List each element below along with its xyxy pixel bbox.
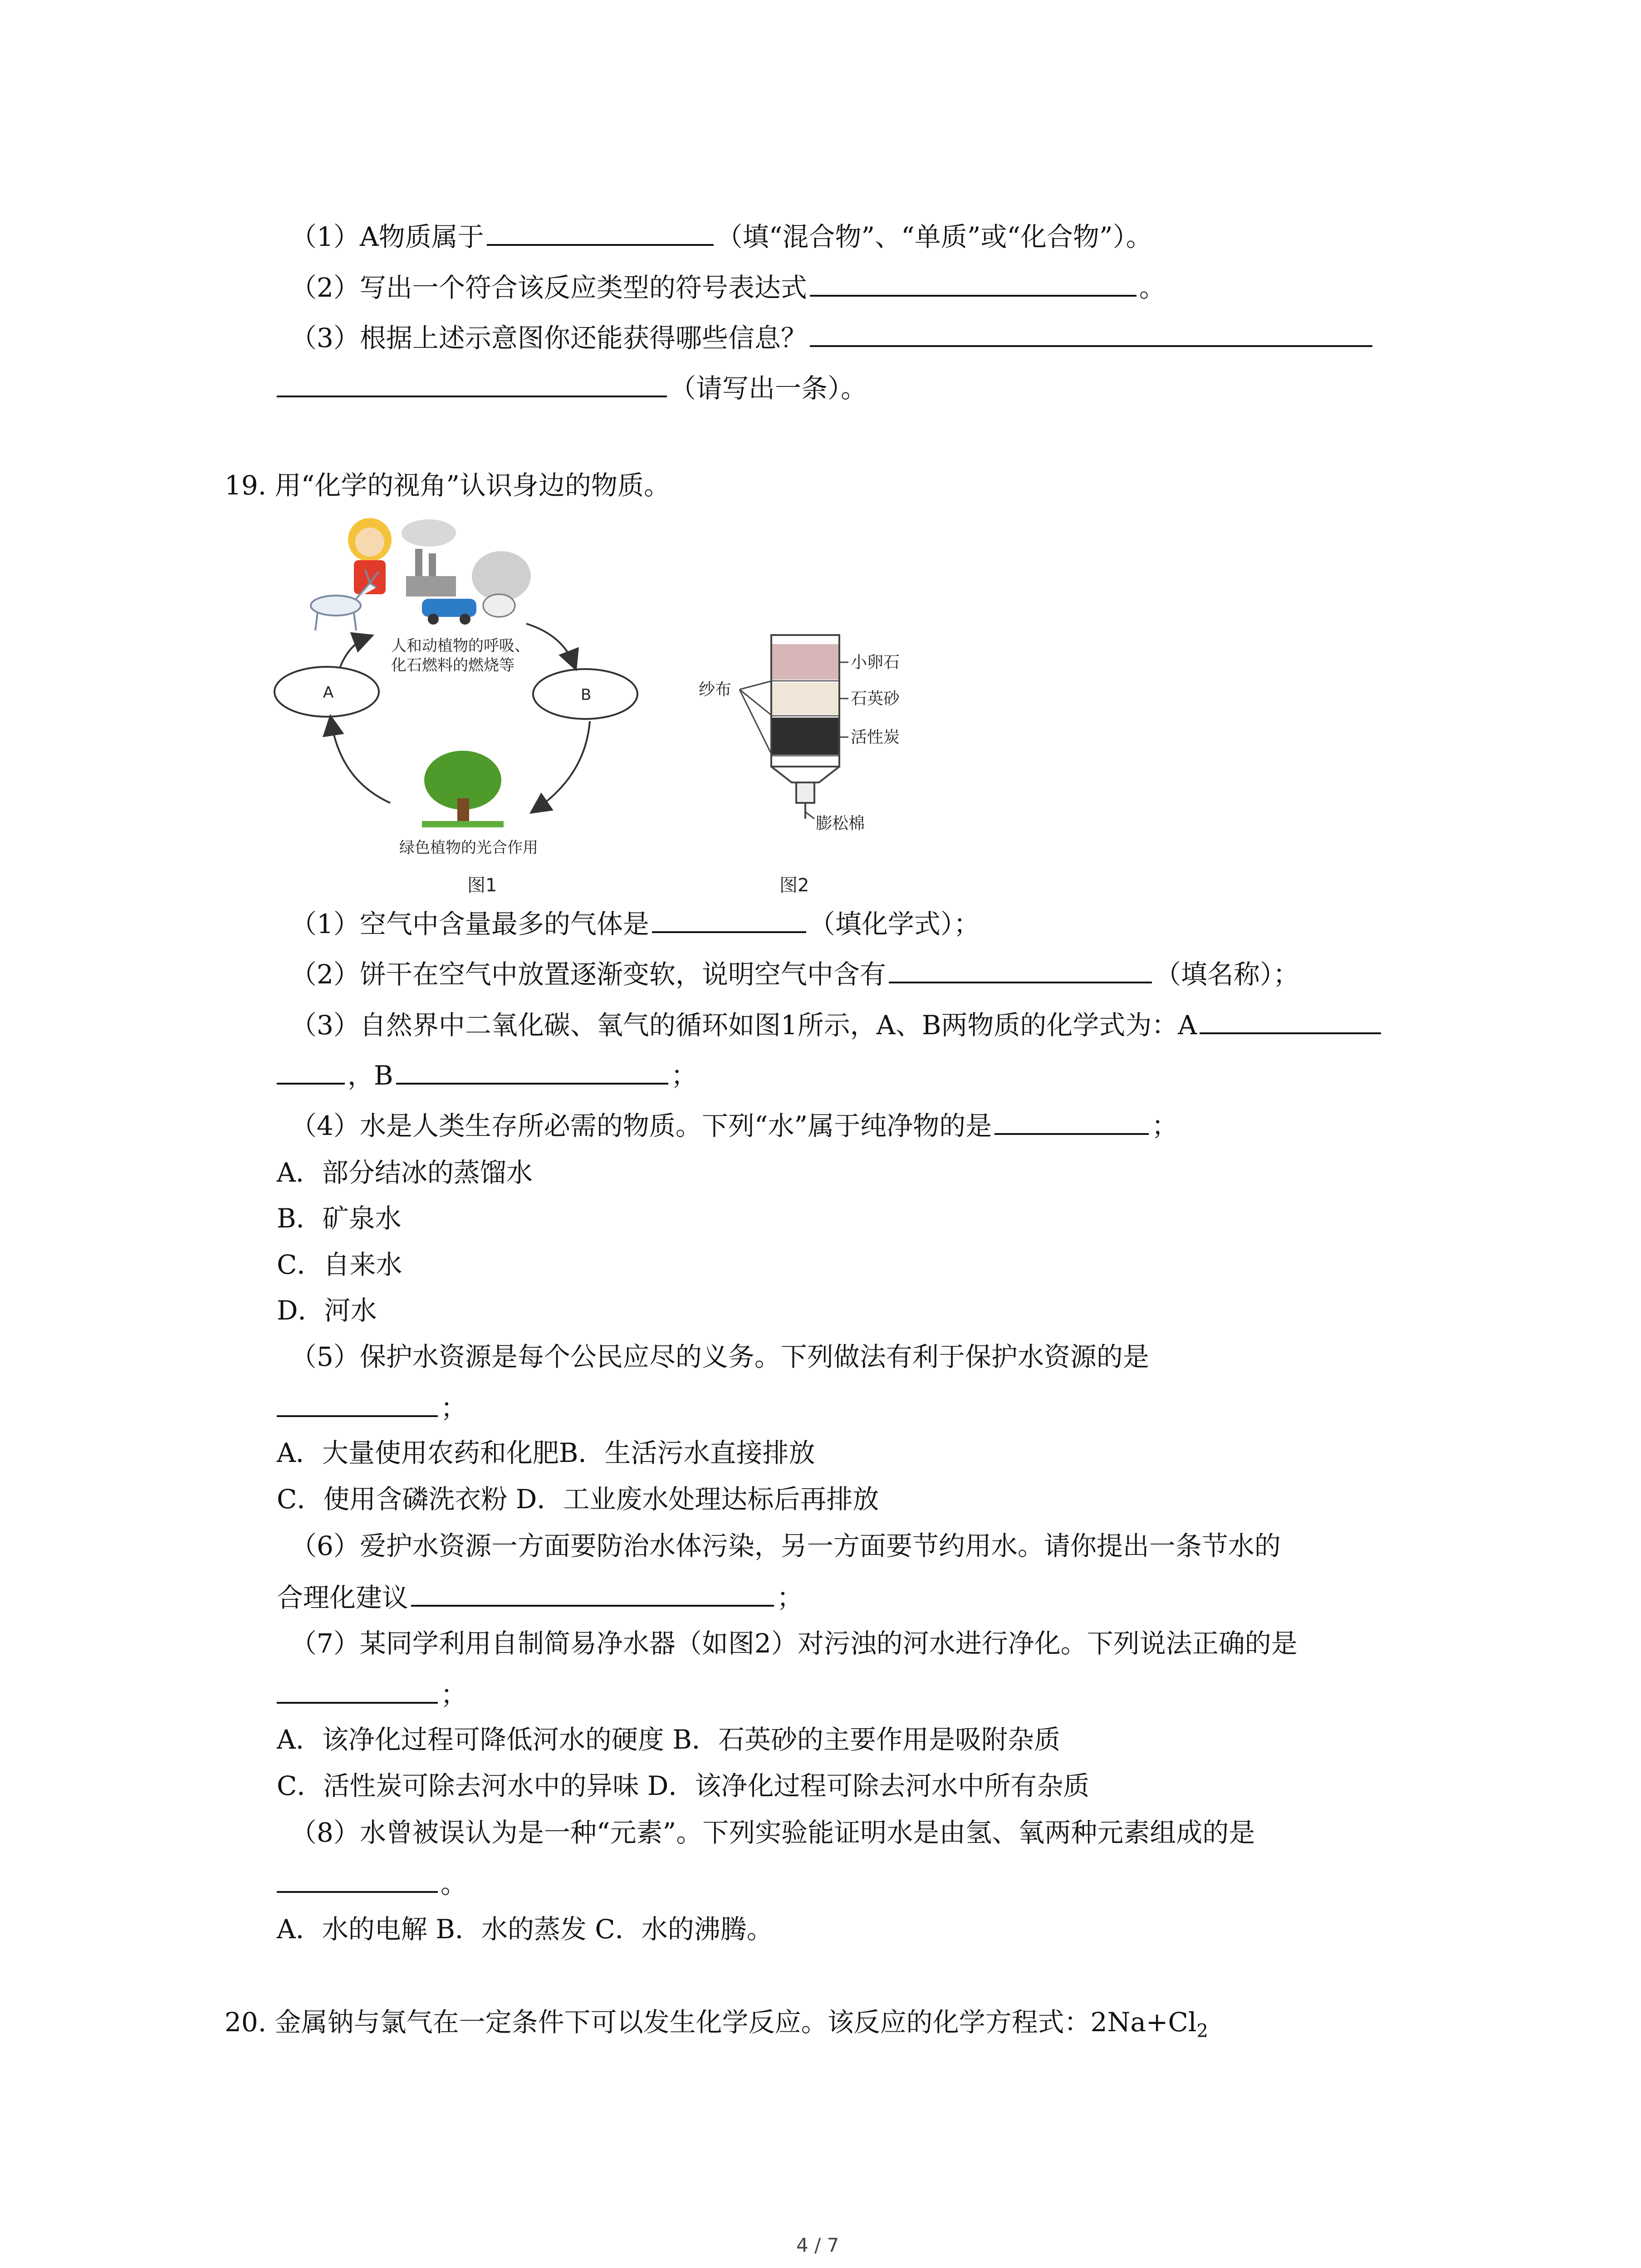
layer-cotton — [796, 782, 814, 803]
q19-p5: （5）保护水资源是每个公民应尽的义务。下列做法有利于保护水资源的是 — [290, 1341, 1149, 1372]
q19-p4-option-c: C．自来水 — [277, 1249, 402, 1280]
q19-p4 — [290, 1107, 1178, 1144]
q18-s3-text-post: （请写出一条）。 — [670, 373, 867, 404]
fig1-arrow-b-to-tree — [535, 721, 590, 810]
q18-s1-text: （1）A物质属于 — [290, 221, 484, 252]
fig1-arrow-a-to-top — [340, 637, 367, 667]
q19-p6-answer-line — [277, 1579, 803, 1616]
q19-p7: （7）某同学利用自制简易净水器（如图2）对污浊的河水进行净化。下列说法正确的是 — [290, 1628, 1298, 1659]
fig2-label-cotton: 膨松棉 — [816, 814, 865, 833]
figure-2-filter — [694, 626, 948, 835]
layer-sand — [772, 683, 838, 714]
q19-p3-text-mid: ，B — [348, 1060, 393, 1091]
q19-title: 19. 用“化学的视角”认识身边的物质。 — [225, 470, 670, 501]
q18-s2-blank[interactable] — [810, 269, 1136, 297]
fig2-label-gauze: 纱布 — [699, 680, 732, 699]
fig2-label-pebble: 小卵石 — [851, 653, 900, 672]
q19-p1-text: （1）空气中含量最多的气体是 — [290, 909, 649, 939]
q19-p4-text-post: ； — [1151, 1110, 1178, 1141]
q19-p4-option-a: A．部分结冰的蒸馏水 — [277, 1157, 533, 1188]
q19-p4-text: （4）水是人类生存所必需的物质。下列“水”属于纯净物的是 — [290, 1110, 992, 1141]
q19-p1 — [290, 905, 980, 942]
q19-p7-answer-line — [277, 1676, 467, 1713]
q19-p3-line-2 — [277, 1056, 697, 1094]
fig2-label-sand: 石英砂 — [851, 689, 900, 708]
q18-line-3 — [290, 319, 1375, 356]
q19-p3-line-1 — [290, 1006, 1384, 1043]
q19-p6-text: 合理化建议 — [277, 1582, 409, 1613]
q19-p6-blank[interactable] — [411, 1579, 774, 1607]
layer-carbon — [772, 718, 838, 755]
fig1-caption: 图1 — [467, 875, 497, 896]
deer-icon — [311, 569, 379, 631]
q18-s3-text: （3）根据上述示意图你还能获得哪些信息？ — [290, 323, 807, 353]
q18-s2-text-post: 。 — [1139, 272, 1166, 303]
q20-subscript: 2 — [1196, 2020, 1208, 2042]
q19-p5-options-ab: A．大量使用农药和化肥B．生活污水直接排放 — [277, 1437, 815, 1468]
q19-p1-text-post: （填化学式）； — [808, 909, 980, 939]
fig1-bottom-label: 绿色植物的光合作用 — [399, 839, 538, 857]
fig1-top-label-2: 化石燃料的燃烧等 — [391, 656, 514, 675]
q19-p4-option-d: D．河水 — [277, 1295, 377, 1326]
q19-p3-text: （3）自然界中二氧化碳、氧气的循环如图1所示，A、B两物质的化学式为：A — [290, 1010, 1197, 1041]
q19-p3-blank-b[interactable] — [396, 1056, 668, 1085]
q19-p8-text-post: 。 — [441, 1868, 467, 1899]
q19-p2-blank[interactable] — [889, 955, 1152, 983]
page-number: 4 / 7 — [796, 2234, 839, 2256]
q19-p2-text: （2）饼干在空气中放置逐渐变软，说明空气中含有 — [290, 959, 886, 990]
q18-s2-text: （2）写出一个符合该反应类型的符号表达式 — [290, 272, 807, 303]
q20-text — [225, 2004, 1208, 2049]
q19-p2 — [290, 955, 1299, 992]
q20-equation: 20. 金属钠与氯气在一定条件下可以发生化学反应。该反应的化学方程式：2Na+Cl — [225, 2007, 1197, 2038]
factory-icon — [402, 519, 456, 596]
q18-line-2 — [290, 269, 1166, 306]
figure-1-cycle — [272, 508, 644, 862]
q19-p4-blank[interactable] — [994, 1107, 1149, 1135]
fig1-arrow-tree-to-a — [331, 721, 390, 803]
q18-s3-blank-2[interactable] — [277, 369, 667, 397]
q19-p5-options-cd: C．使用含磷洗衣粉 D．工业废水处理达标后再排放 — [277, 1484, 879, 1515]
q19-p3-blank-a-2[interactable] — [277, 1056, 345, 1085]
q19-p7-options-cd: C．活性炭可除去河水中的异味 D．该净化过程可除去河水中所有杂质 — [277, 1770, 1090, 1801]
q19-p7-options-ab: A．该净化过程可降低河水的硬度 B．石英砂的主要作用是吸附杂质 — [277, 1724, 1060, 1755]
q19-p8-answer-line — [277, 1865, 467, 1902]
fig1-arrow-top-to-b — [526, 624, 574, 665]
q19-p7-text-post: ； — [441, 1679, 467, 1710]
fig1-node-b-label: B — [581, 686, 592, 704]
fig1-node-a-label: A — [323, 684, 334, 702]
q19-p5-text-post: ； — [441, 1393, 467, 1423]
sheep-icon — [472, 551, 531, 617]
q18-s3-blank-1[interactable] — [810, 319, 1372, 347]
fig1-top-label-1: 人和动植物的呼吸、 — [391, 637, 530, 655]
fig2-caption: 图2 — [779, 875, 809, 896]
q19-p6-text-post: ； — [777, 1582, 803, 1613]
q19-p7-blank[interactable] — [277, 1676, 438, 1704]
q19-p1-blank[interactable] — [652, 905, 806, 933]
q19-p8: （8）水曾被误认为是一种“元素”。下列实验能证明水是由氢、氧两种元素组成的是 — [290, 1817, 1255, 1848]
q18-line-1 — [290, 218, 1152, 255]
q19-p6: （6）爱护水资源一方面要防治水体污染，另一方面要节约用水。请你提出一条节水的 — [290, 1530, 1281, 1561]
q19-p8-blank[interactable] — [277, 1865, 438, 1893]
fig2-label-carbon: 活性炭 — [851, 728, 900, 747]
q19-p5-blank[interactable] — [277, 1389, 438, 1417]
car-icon — [422, 599, 476, 625]
q18-s1-blank[interactable] — [487, 218, 714, 246]
q18-line-4 — [277, 369, 867, 406]
q19-p3-text-post: ； — [671, 1060, 697, 1091]
q19-p2-text-post: （填名称）； — [1154, 959, 1299, 990]
q19-p3-blank-a-1[interactable] — [1200, 1006, 1381, 1034]
q19-p5-answer-line — [277, 1389, 467, 1426]
tree-icon — [422, 751, 504, 827]
q19-p4-option-b: B．矿泉水 — [277, 1203, 402, 1234]
layer-pebble — [772, 644, 838, 679]
q19-p8-options: A．水的电解 B．水的蒸发 C．水的沸腾。 — [277, 1914, 773, 1945]
q18-s1-text-post: （填“混合物”、“单质”或“化合物”）。 — [716, 221, 1152, 252]
